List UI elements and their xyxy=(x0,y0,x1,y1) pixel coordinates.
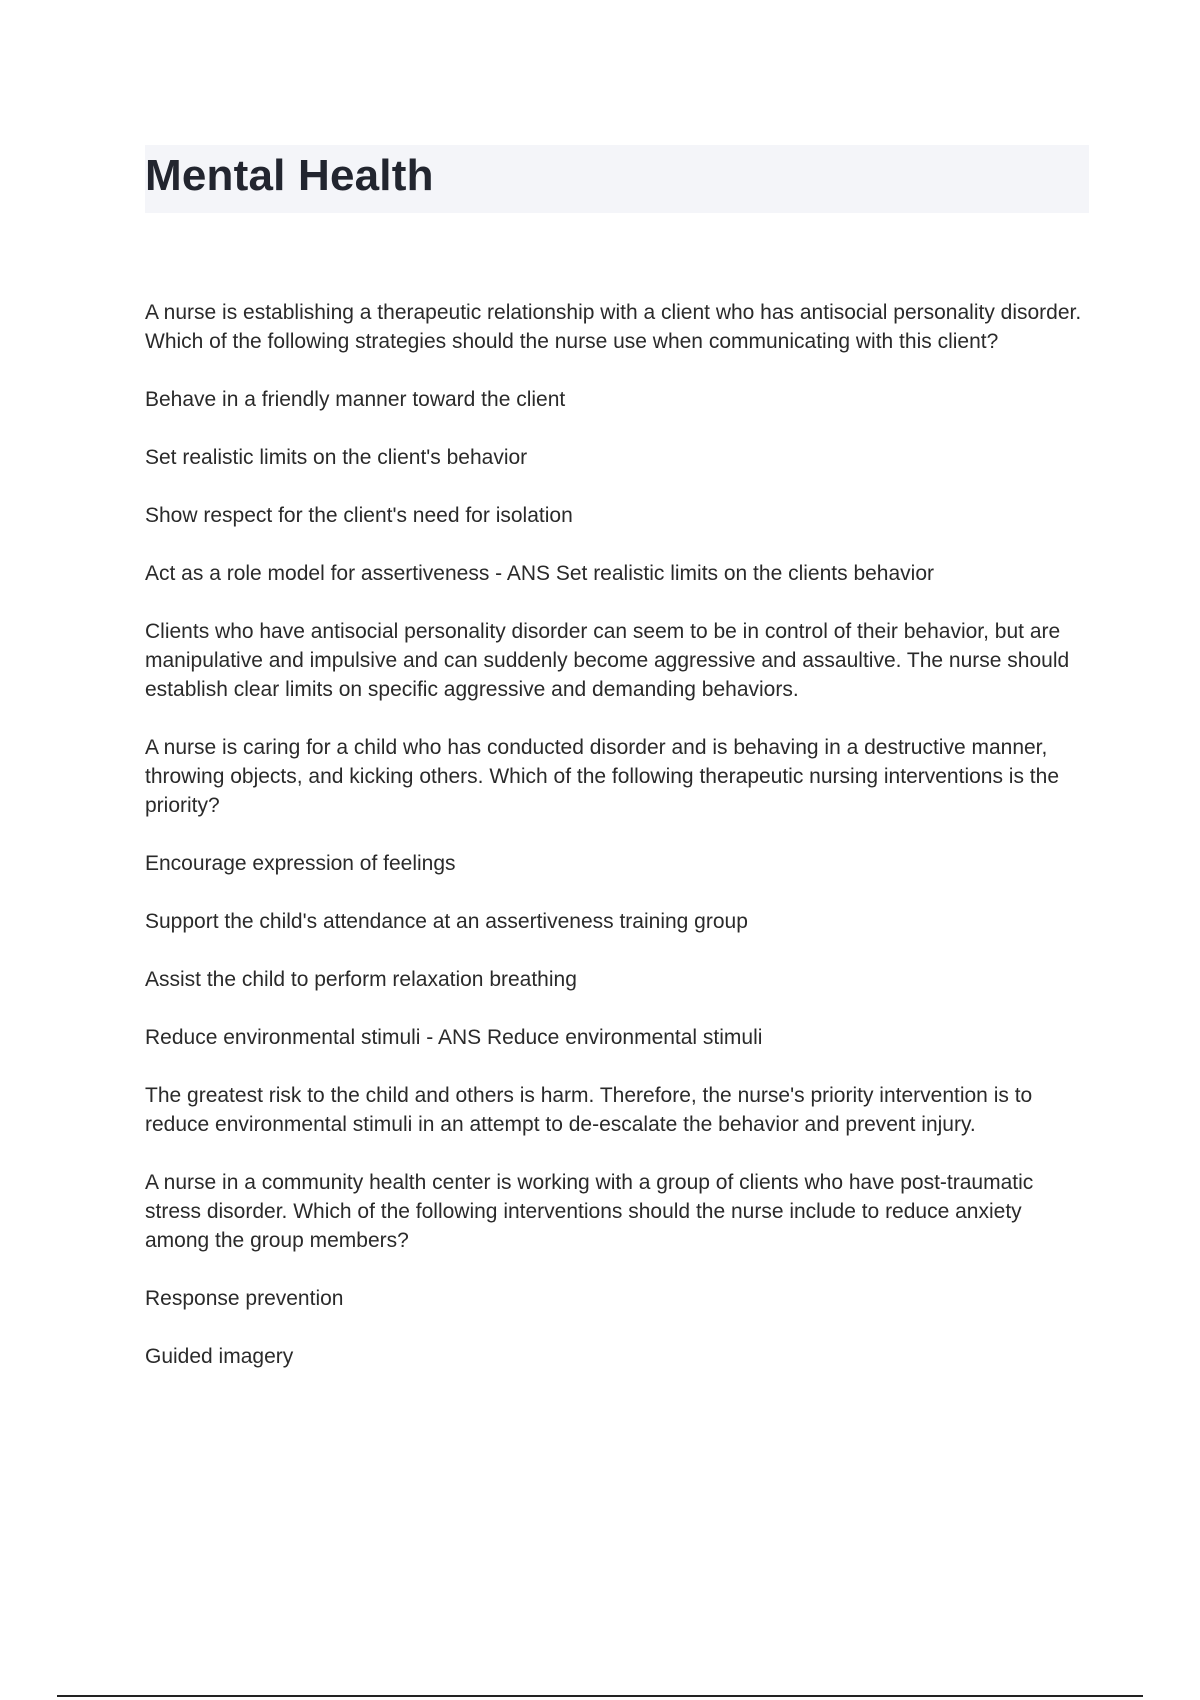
question-1-option-2: Set realistic limits on the client's behavior xyxy=(145,446,528,469)
document-body xyxy=(145,298,1090,1400)
question-1-stem: A nurse is establishing a therapeutic relationship with a client who has antisocial personality disorder. Which of the following strategies should the nurse use when communicating with this client? xyxy=(145,301,1082,353)
title-banner xyxy=(145,145,1089,213)
question-2-option-4-answer: Reduce environmental stimuli - ANS Reduce environmental stimuli xyxy=(145,1026,763,1049)
question-3-option-1: Response prevention xyxy=(145,1287,344,1310)
question-1-option-4-answer: Act as a role model for assertiveness - ANS Set realistic limits on the clients behavior xyxy=(145,562,934,585)
page-title: Mental Health xyxy=(145,151,434,200)
question-2-option-1: Encourage expression of feelings xyxy=(145,852,456,875)
question-1-option-3: Show respect for the client's need for isolation xyxy=(145,504,573,527)
question-2-option-3: Assist the child to perform relaxation breathing xyxy=(145,968,577,991)
question-2-rationale: The greatest risk to the child and others is harm. Therefore, the nurse's priority intervention is to reduce environmental stimuli in an attempt to de-escalate the behavior and prevent injury. xyxy=(145,1084,1033,1136)
question-1-rationale: Clients who have antisocial personality disorder can seem to be in control of their behavior, but are manipulative and impulsive and can suddenly become aggressive and assaultive. The nurse should establish clear limits on specific aggressive and demanding behaviors. xyxy=(145,620,1070,701)
question-3-stem: A nurse in a community health center is working with a group of clients who have post-traumatic stress disorder. Which of the following interventions should the nurse include to reduce anxiety among the group members? xyxy=(145,1171,1034,1252)
question-2-option-2: Support the child's attendance at an assertiveness training group xyxy=(145,910,748,933)
question-3-option-2: Guided imagery xyxy=(145,1345,294,1368)
page-bottom-divider xyxy=(57,1695,1143,1697)
question-1-option-1: Behave in a friendly manner toward the client xyxy=(145,388,566,411)
question-2-stem: A nurse is caring for a child who has conducted disorder and is behaving in a destructive manner, throwing objects, and kicking others. Which of the following therapeutic nursing interventions is the priority? xyxy=(145,736,1059,817)
